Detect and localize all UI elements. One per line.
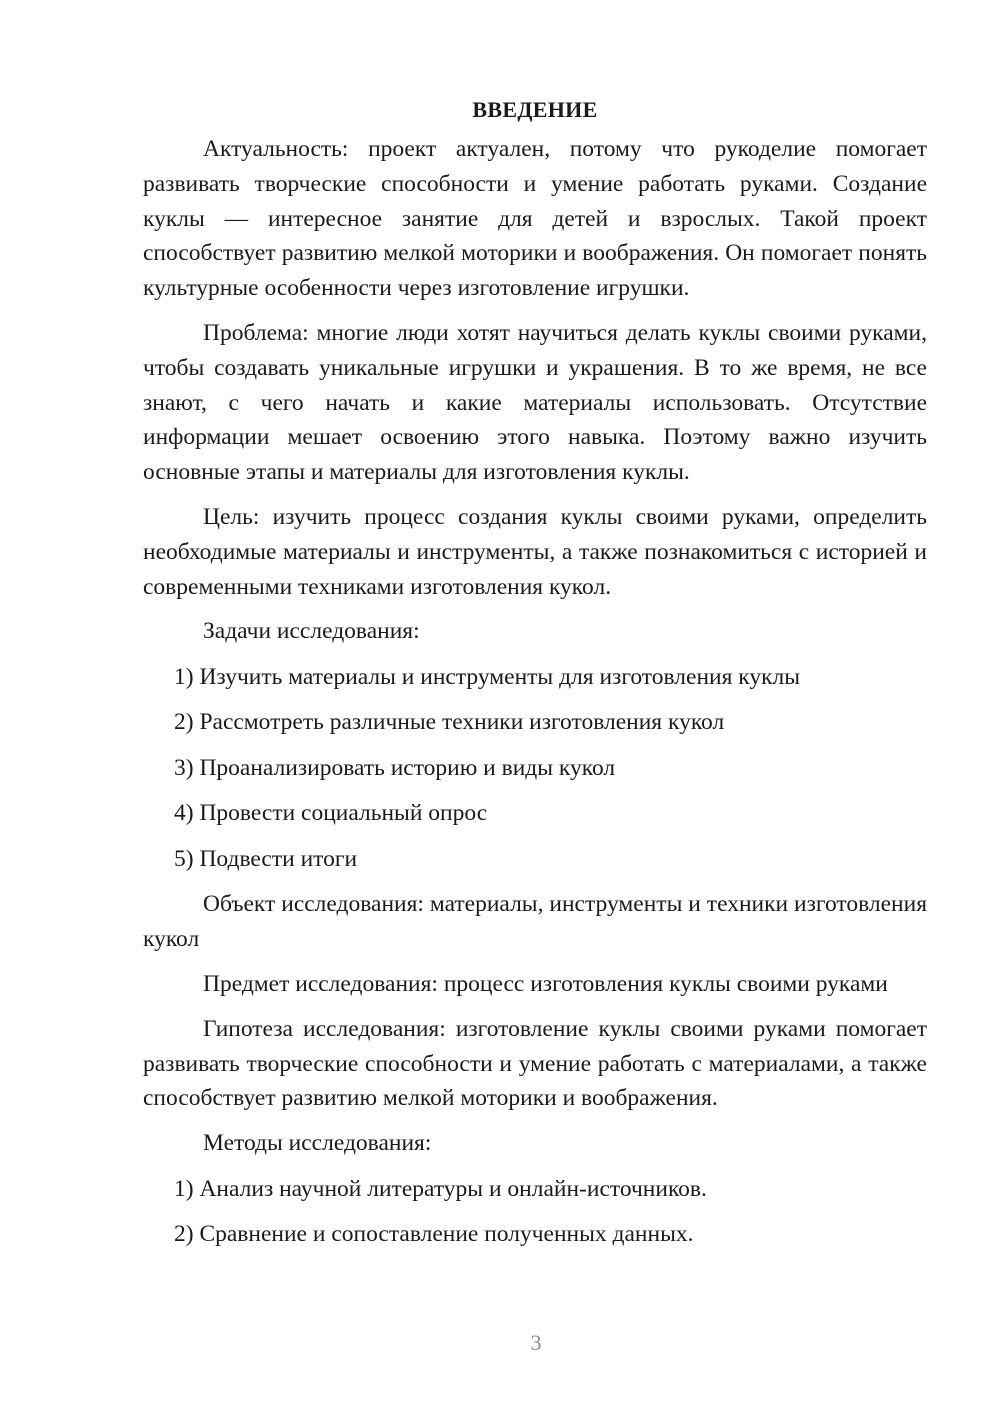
task-item: 4) Провести социальный опрос xyxy=(174,800,488,827)
document-page xyxy=(143,92,927,1263)
task-item: 1) Изучить материалы и инструменты для изготовления куклы xyxy=(174,663,801,690)
task-item: 3) Проанализировать историю и виды кукол xyxy=(174,754,616,781)
methods-heading: Методы исследования: xyxy=(203,1130,432,1157)
page-number: 3 xyxy=(530,1330,542,1355)
page-title: ВВЕДЕНИЕ xyxy=(472,97,598,122)
task-item: 5) Подвести итоги xyxy=(174,845,358,872)
object-paragraph: Объект исследования: материалы, инструменты и техники изготовления кукол xyxy=(143,891,927,953)
subject-paragraph: Предмет исследования: процесс изготовления куклы своими руками xyxy=(203,970,888,997)
task-item: 2) Рассмотреть различные техники изготовления кукол xyxy=(174,709,725,736)
method-item: 1) Анализ научной литературы и онлайн-источников. xyxy=(174,1175,707,1202)
goal-paragraph: Цель: изучить процесс создания куклы своими руками, определить необходимые материалы и инструменты, а также познакомиться с историей и современными техниками изготовления кукол. xyxy=(143,503,927,600)
hypothesis-paragraph: Гипотеза исследования: изготовление куклы своими руками помогает развивать творческие способности и умение работать с материалами, а также способствует развитию мелкой моторики и воображения. xyxy=(143,1015,927,1112)
method-item: 2) Сравнение и сопоставление полученных данных. xyxy=(174,1221,694,1248)
problem-paragraph: Проблема: многие люди хотят научиться делать куклы своими руками, чтобы создавать уникальные игрушки и украшения. В то же время, не все знают, с чего начать и какие материалы использовать. Отсутствие информации мешает освоению этого навыка. Поэтому важно изучить основные этапы и материалы для изготовления куклы. xyxy=(143,319,927,486)
tasks-heading: Задачи исследования: xyxy=(203,618,420,645)
relevance-paragraph: Актуальность: проект актуален, потому что рукоделие помогает развивать творческие способности и умение работать руками. Создание куклы — интересное занятие для детей и взрослых. Такой проект способствует развитию мелкой моторики и воображения. Он помогает понять культурные особенности через изготовление игрушки. xyxy=(143,136,927,302)
